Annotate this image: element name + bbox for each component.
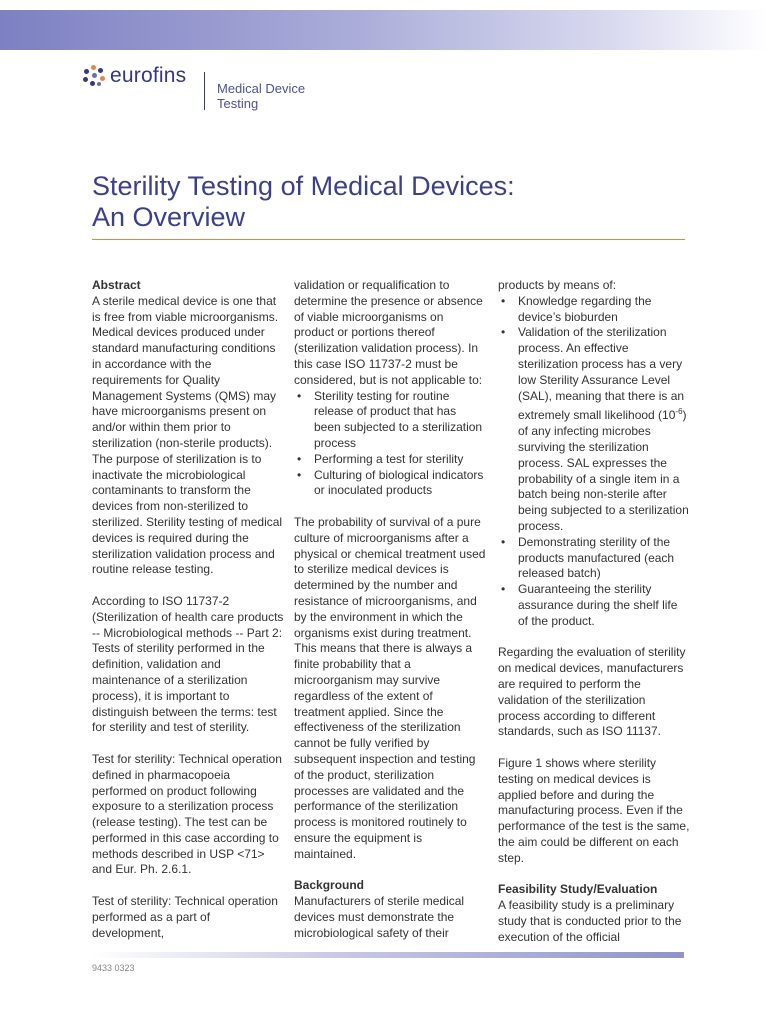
division-line1: Medical Device [217,81,306,96]
means-list [498,294,690,630]
eurofins-logo [83,64,186,88]
feasibility-paragraph: A feasibility study is a preliminary study that is conducted prior to the execution of the official [498,898,682,944]
list-item: • Demonstrating sterility of the products manufactured (each released batch) [498,535,690,582]
logo-divider [204,72,205,110]
top-color-band [0,10,768,50]
abstract-heading: Abstract [92,278,141,292]
test-for-sterility-paragraph: Test for sterility: Technical operation defined in pharmacopoeia performed on product following exposure to a sterilization process (release testing). The test can be performed in this case according to methods described in USP <71> and Eur. Ph. 2.6.1. [92,751,282,877]
document-code: 9433 0323 [92,963,135,973]
probability-paragraph: The probability of survival of a pure culture of microorganisms after a physical or chemical treatment used to sterilize medical devices is determined by the number and resistance of microorganisms, and by the environment in which the organisms exist during treatment. This means that there is always a finite probability that a microorganism may survive regardless of the extent of treatment applied. Since the effectiveness of the sterilization cannot be fully verified by subsequent inspection and testing of the product, sterilization processes are validated and the performance of the sterilization process is monitored routinely to ensure the equipment is maintained. [294,514,486,861]
feasibility-heading: Feasibility Study/Evaluation [498,882,658,897]
bottom-color-band [92,952,684,958]
not-applicable-list [294,389,486,500]
division-line2: Testing [217,96,259,111]
column-3 [498,278,690,945]
brand-name: eurofins [110,64,187,87]
eurofins-dots-icon [83,65,105,87]
sal-text-b: ) of any infecting microbes surviving the sterilization process. SAL expresses the probability of a single item in a batch being non-sterile after being subjected to a sterilization process. [518,408,689,533]
iso-paragraph: According to ISO 11737-2 (Sterilization of health care products -- Microbiological methods -- Part 2: Tests of sterility performed in the definition, validation and maintenance of a sterilization process), it is important to distinguish between the terms: test for sterility and test of sterility. [92,593,284,735]
list-item: • Sterility testing for routine release of product that has been subjected to a sterilization process [294,389,486,452]
title-line1: Sterility Testing of Medical Devices: [92,171,515,201]
title-line2: An Overview [92,202,246,232]
page-title [92,171,515,233]
means-intro: products by means of: [498,278,617,292]
background-paragraph: Manufacturers of sterile medical devices must demonstrate the microbiological safety of their [294,894,465,940]
list-item: • Performing a test for sterility [294,452,486,468]
evaluation-paragraph: Regarding the evaluation of sterility on medical devices, manufacturers are required to perform the validation of the sterilization process according to different standards, such as ISO 11137. [498,645,686,739]
background-heading: Background [294,878,365,893]
sal-text-a: Validation of the sterilization process. An effective sterilization process has a very low Sterility Assurance Level (SAL), meaning that there is an extremely small likelihood (10 [518,325,685,423]
test-of-sterility-paragraph: Test of sterility: Technical operation performed as a part of development, [92,894,278,940]
sal-exponent: -6 [675,407,683,417]
abstract-paragraph: A sterile medical device is one that is free from viable microorganisms. Medical devices produced under standard manufacturing conditions in accordance with the requirements for Quality Management Systems (QMS) may have microorganisms present on and/or within them prior to sterilization (non-sterile products). The purpose of sterilization is to inactivate the microbiological contaminants to transform the devices from non-sterilized to sterilized. Sterility testing of medical devices is required during the sterilization validation process and routine release testing. [92,293,283,577]
list-item: • Culturing of biological indicators or inoculated products [294,468,486,500]
division-name [217,81,305,111]
figure-paragraph: Figure 1 shows where sterility testing on medical devices is applied before and during the manufacturing process. Even if the performance of the test is the same, the aim could be different on each step. [498,755,690,865]
list-item: • Guaranteeing the sterility assurance during the shelf life of the product. [498,582,690,629]
validation-paragraph: validation or requalification to determine the presence or absence of viable microorganisms on product or portions thereof (sterilization validation process). In this case ISO 11737-2 must be considered, but is not applicable to: [294,278,483,387]
column-2 [294,278,486,941]
list-item: • Knowledge regarding the device’s bioburden [498,294,690,326]
title-divider [92,239,685,240]
list-item [498,325,690,534]
column-1 [92,278,284,941]
